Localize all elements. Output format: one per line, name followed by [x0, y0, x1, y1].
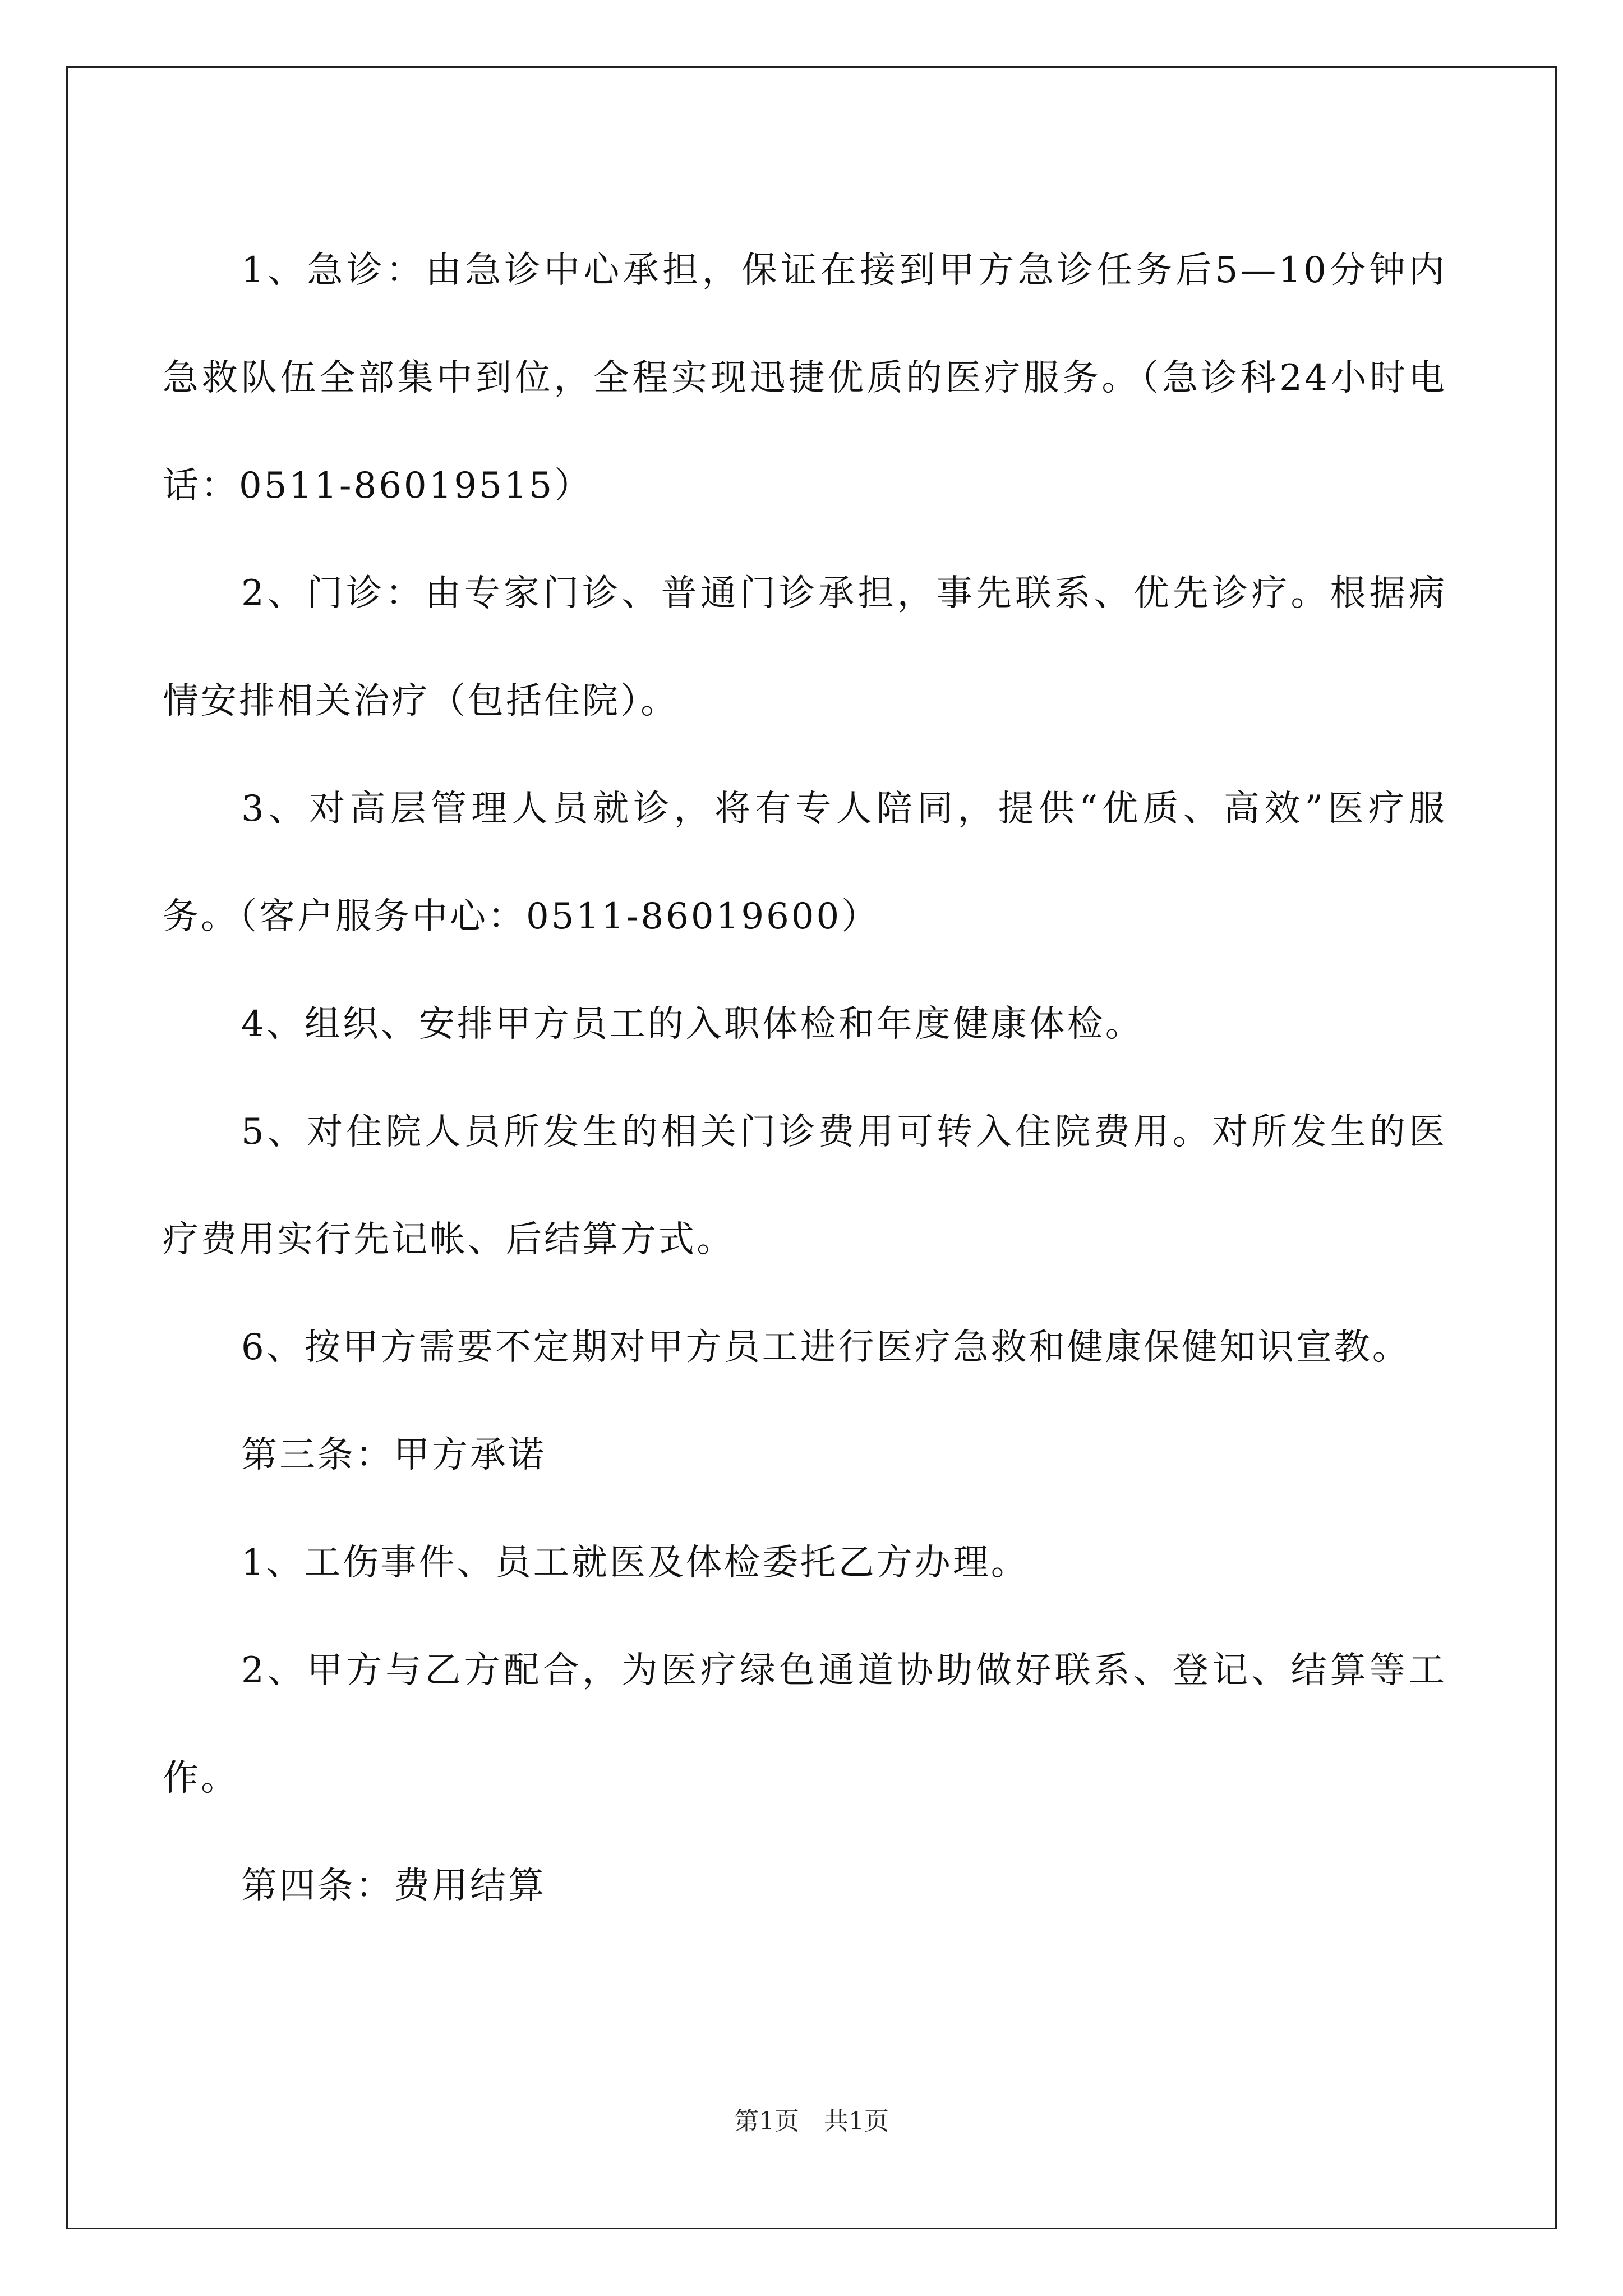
paragraph-outpatient: 2、门诊：由专家门诊、普通门诊承担，事先联系、优先诊疗。根据病情安排相关治疗（包括住院）。 [163, 573, 1447, 722]
paragraph-emergency: 1、急诊：由急诊中心承担，保证在接到甲方急诊任务后5—10分钟内急救队伍全部集中到位，全程实现迅捷优质的医疗服务。（急诊科24小时电话：0511-86019515） [163, 250, 1447, 507]
paragraph-inpatient-fees: 5、对住院人员所发生的相关门诊费用可转入住院费用。对所发生的医疗费用实行先记帐、后结算方式。 [163, 1111, 1447, 1260]
paragraph-health-education: 6、按甲方需要不定期对甲方员工进行医疗急救和健康保健知识宣教。 [241, 1327, 1410, 1368]
section-heading-article-4: 第四条：费用结算 [241, 1865, 546, 1907]
document-body [163, 217, 1447, 1940]
paragraph-health-checkup: 4、组织、安排甲方员工的入职体检和年度健康体检。 [241, 1004, 1144, 1045]
paragraph-work-injury: 1、工伤事件、员工就医及体检委托乙方办理。 [241, 1542, 1029, 1584]
paragraph-executive-care: 3、对高层管理人员就诊，将有专人陪同，提供“优质、高效”医疗服务。（客户服务中心：0511-86019600） [163, 788, 1447, 937]
section-heading-article-3: 第三条：甲方承诺 [241, 1434, 546, 1476]
page-number-footer: 第1页 共1页 [734, 2107, 889, 2136]
paragraph-green-channel: 2、甲方与乙方配合，为医疗绿色通道协助做好联系、登记、结算等工作。 [163, 1650, 1447, 1799]
